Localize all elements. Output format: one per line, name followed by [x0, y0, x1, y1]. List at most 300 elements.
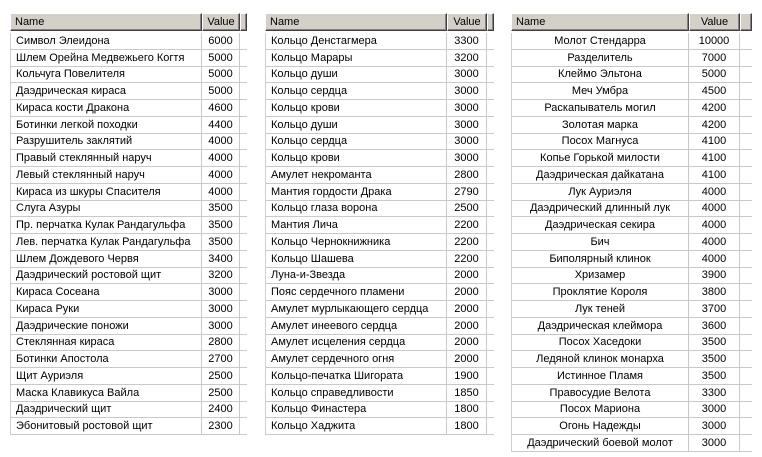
item-name-cell: Кольцо крови	[266, 150, 447, 166]
table-row[interactable]	[512, 435, 752, 452]
table-row[interactable]	[266, 335, 494, 352]
item-value-cell: 3000	[689, 402, 740, 418]
item-value-cell: 2790	[447, 184, 487, 200]
item-name-cell: Кольцо Хаджита	[266, 418, 447, 434]
table-row[interactable]	[266, 234, 494, 251]
row-spacer	[240, 351, 247, 367]
item-table-3	[511, 13, 752, 452]
item-name-cell: Даэдрическая секира	[512, 217, 689, 233]
table-row[interactable]	[11, 100, 247, 117]
table-row[interactable]	[266, 402, 494, 419]
table-3-header	[511, 13, 752, 31]
item-value-cell: 4500	[689, 83, 740, 99]
item-value-cell: 3200	[202, 268, 240, 284]
table-row[interactable]	[512, 251, 752, 268]
row-spacer	[740, 167, 752, 183]
item-name-cell: Пр. перчатка Кулак Рандагульфа	[11, 217, 202, 233]
item-value-cell: 4200	[689, 100, 740, 116]
item-value-cell: 3900	[689, 268, 740, 284]
row-spacer	[740, 351, 752, 367]
table-row[interactable]	[11, 418, 247, 435]
item-name-cell: Кольцо Денстагмера	[266, 33, 447, 49]
item-name-cell: Даэдрическая дайкатана	[512, 167, 689, 183]
row-spacer	[740, 301, 752, 317]
item-value-cell: 3500	[689, 335, 740, 351]
column-header-name[interactable]: Name	[10, 13, 202, 31]
row-spacer	[487, 418, 494, 434]
item-value-cell: 2200	[447, 251, 487, 267]
table-1-body	[10, 33, 247, 435]
table-row[interactable]	[512, 418, 752, 435]
row-spacer	[240, 217, 247, 233]
item-value-cell: 3500	[689, 368, 740, 384]
item-value-cell: 2800	[202, 335, 240, 351]
table-3-body	[511, 33, 752, 452]
row-spacer	[240, 184, 247, 200]
item-name-cell: Раскапыватель могил	[512, 100, 689, 116]
table-row[interactable]	[11, 402, 247, 419]
row-spacer	[487, 150, 494, 166]
table-row[interactable]	[512, 351, 752, 368]
row-spacer	[487, 117, 494, 133]
item-name-cell: Луна-и-Звезда	[266, 268, 447, 284]
table-row[interactable]	[512, 234, 752, 251]
table-row[interactable]	[11, 167, 247, 184]
row-spacer	[240, 402, 247, 418]
item-name-cell: Кираса из шкуры Спасителя	[11, 184, 202, 200]
item-name-cell: Правосудие Велота	[512, 385, 689, 401]
item-name-cell: Хризамер	[512, 268, 689, 284]
table-row[interactable]	[11, 134, 247, 151]
table-row[interactable]	[266, 117, 494, 134]
row-spacer	[240, 385, 247, 401]
item-value-cell: 3400	[202, 251, 240, 267]
row-spacer	[240, 150, 247, 166]
item-value-cell: 3000	[202, 284, 240, 300]
row-spacer	[487, 134, 494, 150]
column-header-value[interactable]: Value	[689, 13, 740, 31]
table-row[interactable]	[266, 150, 494, 167]
item-value-cell: 1800	[447, 418, 487, 434]
item-value-cell: 3800	[689, 284, 740, 300]
table-row[interactable]	[512, 385, 752, 402]
row-spacer	[240, 335, 247, 351]
item-value-cell: 4000	[689, 201, 740, 217]
item-value-cell: 7000	[689, 50, 740, 66]
item-name-cell: Лук теней	[512, 301, 689, 317]
item-name-cell: Молот Стендарра	[512, 33, 689, 49]
item-name-cell: Копье Горькой милости	[512, 150, 689, 166]
item-value-cell: 4000	[202, 167, 240, 183]
table-row[interactable]	[266, 284, 494, 301]
item-name-cell: Лев. перчатка Кулак Рандагульфа	[11, 234, 202, 250]
row-spacer	[240, 33, 247, 49]
item-value-cell: 4000	[202, 150, 240, 166]
row-spacer	[240, 284, 247, 300]
row-spacer	[240, 50, 247, 66]
item-name-cell: Шлем Орейна Медвежьего Когтя	[11, 50, 202, 66]
row-spacer	[740, 67, 752, 83]
table-row[interactable]	[266, 134, 494, 151]
item-name-cell: Огонь Надежды	[512, 418, 689, 434]
item-value-cell: 2000	[447, 318, 487, 334]
table-row[interactable]	[11, 117, 247, 134]
table-row[interactable]	[512, 184, 752, 201]
table-row[interactable]	[512, 284, 752, 301]
item-table-1	[10, 13, 247, 435]
row-spacer	[240, 83, 247, 99]
item-name-cell: Щит Ауриэля	[11, 368, 202, 384]
item-name-cell: Даэдрический щит	[11, 402, 202, 418]
item-value-cell: 2500	[202, 385, 240, 401]
row-spacer	[740, 435, 752, 451]
item-name-cell: Кольцо сердца	[266, 134, 447, 150]
table-row[interactable]	[11, 351, 247, 368]
item-name-cell: Посох Магнуса	[512, 134, 689, 150]
row-spacer	[740, 385, 752, 401]
table-row[interactable]	[512, 33, 752, 50]
row-spacer	[487, 184, 494, 200]
row-spacer	[740, 33, 752, 49]
item-value-cell: 2200	[447, 217, 487, 233]
table-row[interactable]	[11, 335, 247, 352]
item-value-cell: 3500	[202, 234, 240, 250]
table-row[interactable]	[11, 251, 247, 268]
row-spacer	[487, 402, 494, 418]
table-row[interactable]	[11, 268, 247, 285]
row-spacer	[240, 201, 247, 217]
table-row[interactable]	[266, 184, 494, 201]
item-value-cell: 1850	[447, 385, 487, 401]
item-name-cell: Правый стеклянный наруч	[11, 150, 202, 166]
table-row[interactable]	[512, 50, 752, 67]
item-name-cell: Мантия гордости Драка	[266, 184, 447, 200]
item-name-cell: Кольцо Финастера	[266, 402, 447, 418]
item-value-cell: 4100	[689, 134, 740, 150]
item-name-cell: Амулет некроманта	[266, 167, 447, 183]
table-2-body	[265, 33, 494, 435]
row-spacer	[240, 268, 247, 284]
item-name-cell: Золотая марка	[512, 117, 689, 133]
item-name-cell: Ботинки Апостола	[11, 351, 202, 367]
item-value-cell: 3000	[447, 83, 487, 99]
row-spacer	[487, 318, 494, 334]
row-spacer	[740, 234, 752, 250]
item-value-cell: 10000	[689, 33, 740, 49]
row-spacer	[740, 251, 752, 267]
item-name-cell: Кольцо-печатка Шигората	[266, 368, 447, 384]
row-spacer	[240, 301, 247, 317]
item-value-cell: 2000	[447, 351, 487, 367]
item-name-cell: Кираса Сосеана	[11, 284, 202, 300]
item-value-cell: 2500	[202, 368, 240, 384]
table-row[interactable]	[11, 184, 247, 201]
table-row[interactable]	[11, 284, 247, 301]
row-spacer	[487, 301, 494, 317]
item-name-cell: Эбонитовый ростовой щит	[11, 418, 202, 434]
table-row[interactable]	[266, 318, 494, 335]
table-row[interactable]	[266, 67, 494, 84]
item-name-cell: Даэдрические поножи	[11, 318, 202, 334]
table-row[interactable]	[512, 268, 752, 285]
item-value-cell: 2300	[202, 418, 240, 434]
item-name-cell: Мантия Лича	[266, 217, 447, 233]
item-value-cell: 4000	[689, 251, 740, 267]
item-name-cell: Истинное Пламя	[512, 368, 689, 384]
item-name-cell: Даэдрическая клеймора	[512, 318, 689, 334]
item-name-cell: Кольцо справедливости	[266, 385, 447, 401]
item-name-cell: Кольцо Марары	[266, 50, 447, 66]
item-value-cell: 2000	[447, 301, 487, 317]
item-name-cell: Кольцо крови	[266, 100, 447, 116]
table-row[interactable]	[266, 167, 494, 184]
table-row[interactable]	[266, 351, 494, 368]
row-spacer	[740, 134, 752, 150]
table-row[interactable]	[266, 368, 494, 385]
table-row[interactable]	[266, 251, 494, 268]
row-spacer	[740, 83, 752, 99]
item-name-cell: Амулет мурлыкающего сердца	[266, 301, 447, 317]
item-value-cell: 5000	[689, 67, 740, 83]
row-spacer	[240, 418, 247, 434]
row-spacer	[740, 117, 752, 133]
table-row[interactable]	[266, 385, 494, 402]
item-value-cell: 3000	[447, 134, 487, 150]
table-row[interactable]	[512, 83, 752, 100]
table-row[interactable]	[11, 201, 247, 218]
header-filler	[487, 13, 494, 31]
table-row[interactable]	[512, 117, 752, 134]
column-header-value[interactable]: Value	[202, 13, 240, 31]
row-spacer	[740, 318, 752, 334]
table-row[interactable]	[266, 217, 494, 234]
row-spacer	[487, 234, 494, 250]
row-spacer	[487, 100, 494, 116]
item-value-cell: 4000	[689, 234, 740, 250]
row-spacer	[487, 83, 494, 99]
item-name-cell: Ботинки легкой походки	[11, 117, 202, 133]
item-name-cell: Проклятие Короля	[512, 284, 689, 300]
row-spacer	[487, 284, 494, 300]
item-value-cell: 1900	[447, 368, 487, 384]
item-value-cell: 2000	[447, 268, 487, 284]
row-spacer	[240, 318, 247, 334]
item-value-cell: 3500	[689, 351, 740, 367]
row-spacer	[740, 217, 752, 233]
table-1-header	[10, 13, 247, 31]
item-value-cell: 4200	[689, 117, 740, 133]
table-row[interactable]	[11, 67, 247, 84]
item-name-cell: Амулет исцеления сердца	[266, 335, 447, 351]
item-value-cell: 3700	[689, 301, 740, 317]
item-name-cell: Даэдрический длинный лук	[512, 201, 689, 217]
header-filler	[740, 13, 752, 31]
item-name-cell: Биполярный клинок	[512, 251, 689, 267]
row-spacer	[487, 368, 494, 384]
table-row[interactable]	[266, 100, 494, 117]
table-row[interactable]	[266, 418, 494, 435]
row-spacer	[740, 368, 752, 384]
table-row[interactable]	[512, 100, 752, 117]
table-row[interactable]	[512, 368, 752, 385]
table-row[interactable]	[512, 335, 752, 352]
table-row[interactable]	[11, 33, 247, 50]
item-value-cell: 3000	[689, 418, 740, 434]
table-row[interactable]	[512, 167, 752, 184]
item-value-cell: 4600	[202, 100, 240, 116]
item-value-cell: 3200	[447, 50, 487, 66]
table-row[interactable]	[11, 217, 247, 234]
row-spacer	[740, 268, 752, 284]
table-row[interactable]	[11, 150, 247, 167]
table-row[interactable]	[512, 318, 752, 335]
item-value-cell: 6000	[202, 33, 240, 49]
item-name-cell: Меч Умбра	[512, 83, 689, 99]
column-header-name[interactable]: Name	[265, 13, 447, 31]
item-value-cell: 3500	[202, 201, 240, 217]
row-spacer	[487, 167, 494, 183]
item-name-cell: Кольчуга Повелителя	[11, 67, 202, 83]
item-table-2	[265, 13, 494, 435]
item-value-cell: 4000	[689, 184, 740, 200]
row-spacer	[740, 418, 752, 434]
table-row[interactable]	[11, 83, 247, 100]
table-row[interactable]	[11, 50, 247, 67]
table-row[interactable]	[266, 268, 494, 285]
item-name-cell: Символ Элеидона	[11, 33, 202, 49]
row-spacer	[240, 117, 247, 133]
item-value-cell: 3300	[447, 33, 487, 49]
item-name-cell: Посох Хаседоки	[512, 335, 689, 351]
row-spacer	[740, 201, 752, 217]
table-row[interactable]	[266, 33, 494, 50]
row-spacer	[740, 402, 752, 418]
item-value-cell: 3000	[447, 100, 487, 116]
item-name-cell: Кираса кости Дракона	[11, 100, 202, 116]
row-spacer	[240, 167, 247, 183]
row-spacer	[740, 100, 752, 116]
row-spacer	[240, 134, 247, 150]
item-name-cell: Слуга Азуры	[11, 201, 202, 217]
table-row[interactable]	[11, 318, 247, 335]
table-row[interactable]	[266, 301, 494, 318]
table-row[interactable]	[512, 134, 752, 151]
table-row[interactable]	[266, 83, 494, 100]
item-value-cell: 2400	[202, 402, 240, 418]
item-name-cell: Кольцо души	[266, 67, 447, 83]
row-spacer	[740, 184, 752, 200]
table-row[interactable]	[512, 402, 752, 419]
item-value-cell: 3000	[202, 301, 240, 317]
item-name-cell: Клеймо Эльтона	[512, 67, 689, 83]
table-row[interactable]	[266, 201, 494, 218]
table-row[interactable]	[512, 201, 752, 218]
item-value-cell: 4100	[689, 150, 740, 166]
item-name-cell: Стеклянная кираса	[11, 335, 202, 351]
item-name-cell: Посох Мариона	[512, 402, 689, 418]
row-spacer	[740, 50, 752, 66]
table-row[interactable]	[266, 50, 494, 67]
row-spacer	[240, 67, 247, 83]
item-name-cell: Даэдрический ростовой щит	[11, 268, 202, 284]
table-row[interactable]	[11, 368, 247, 385]
item-value-cell: 5000	[202, 83, 240, 99]
row-spacer	[240, 368, 247, 384]
item-value-cell: 4000	[202, 134, 240, 150]
table-row[interactable]	[11, 301, 247, 318]
item-name-cell: Кольцо Шашева	[266, 251, 447, 267]
row-spacer	[740, 335, 752, 351]
item-name-cell: Даэдрическая кираса	[11, 83, 202, 99]
row-spacer	[240, 251, 247, 267]
item-value-cell: 2800	[447, 167, 487, 183]
header-filler	[240, 13, 247, 31]
item-name-cell: Кольцо глаза ворона	[266, 201, 447, 217]
item-name-cell: Бич	[512, 234, 689, 250]
row-spacer	[487, 268, 494, 284]
row-spacer	[487, 335, 494, 351]
row-spacer	[487, 67, 494, 83]
item-value-cell: 3000	[447, 117, 487, 133]
table-row[interactable]	[512, 217, 752, 234]
item-value-cell: 3000	[447, 67, 487, 83]
row-spacer	[740, 150, 752, 166]
row-spacer	[487, 50, 494, 66]
item-name-cell: Маска Клавикуса Вайла	[11, 385, 202, 401]
table-row[interactable]	[512, 67, 752, 84]
column-header-name[interactable]: Name	[511, 13, 689, 31]
item-name-cell: Кольцо души	[266, 117, 447, 133]
row-spacer	[240, 234, 247, 250]
item-value-cell: 4000	[202, 184, 240, 200]
item-name-cell: Кольцо Чернокнижника	[266, 234, 447, 250]
row-spacer	[487, 251, 494, 267]
item-name-cell: Даэдрический боевой молот	[512, 435, 689, 451]
item-name-cell: Разрушитель заклятий	[11, 134, 202, 150]
item-value-cell: 2000	[447, 335, 487, 351]
item-value-cell: 4100	[689, 167, 740, 183]
table-row[interactable]	[512, 150, 752, 167]
item-name-cell: Амулет инеевого сердца	[266, 318, 447, 334]
item-value-cell: 1800	[447, 402, 487, 418]
item-name-cell: Разделитель	[512, 50, 689, 66]
row-spacer	[487, 385, 494, 401]
column-header-value[interactable]: Value	[447, 13, 487, 31]
row-spacer	[487, 201, 494, 217]
item-value-cell: 3000	[689, 435, 740, 451]
item-name-cell: Амулет сердечного огня	[266, 351, 447, 367]
item-name-cell: Левый стеклянный наруч	[11, 167, 202, 183]
item-name-cell: Ледяной клинок монарха	[512, 351, 689, 367]
item-name-cell: Кираса Руки	[11, 301, 202, 317]
item-value-cell: 5000	[202, 67, 240, 83]
item-value-cell: 3000	[447, 150, 487, 166]
row-spacer	[740, 284, 752, 300]
item-value-cell: 3500	[202, 217, 240, 233]
item-value-cell: 2000	[447, 284, 487, 300]
item-value-cell: 2700	[202, 351, 240, 367]
table-row[interactable]	[11, 234, 247, 251]
table-row[interactable]	[512, 301, 752, 318]
item-name-cell: Пояс сердечного пламени	[266, 284, 447, 300]
row-spacer	[240, 100, 247, 116]
table-row[interactable]	[11, 385, 247, 402]
item-value-cell: 3300	[689, 385, 740, 401]
item-value-cell: 3600	[689, 318, 740, 334]
item-value-cell: 2500	[447, 201, 487, 217]
item-name-cell: Лук Ауриэля	[512, 184, 689, 200]
item-value-cell: 5000	[202, 50, 240, 66]
